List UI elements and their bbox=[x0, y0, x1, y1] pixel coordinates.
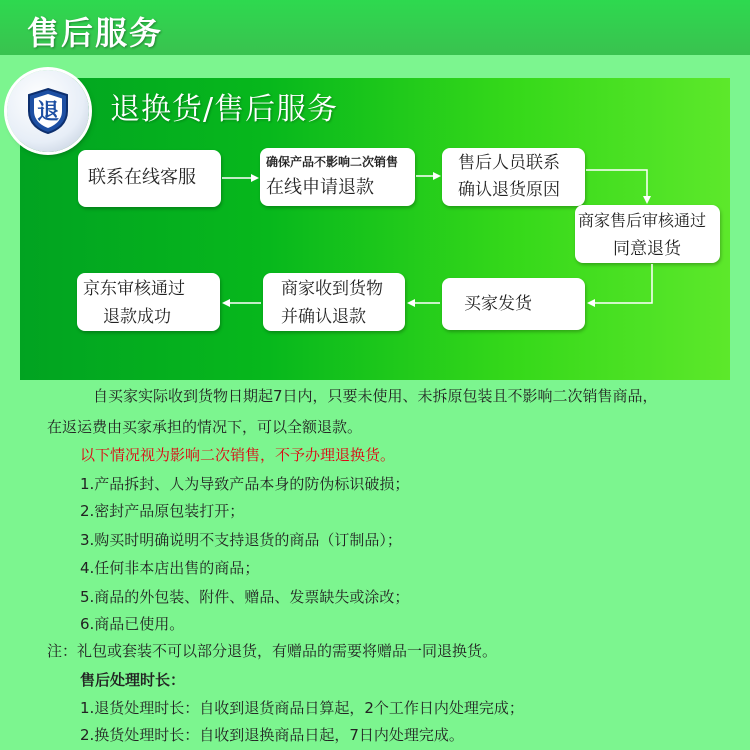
step-apply-refund bbox=[260, 148, 415, 206]
step-label: 商家收到货物 bbox=[281, 279, 383, 299]
header-bar bbox=[0, 0, 750, 55]
policy-item: 1.产品拆封、人为导致产品本身的防伪标识破损； bbox=[80, 475, 410, 493]
policy-item: 6.商品已使用。 bbox=[80, 615, 185, 633]
step-label: 售后人员联系 bbox=[458, 153, 560, 173]
timing-item: 1.退货处理时长：自收到退货商品日算起，2个工作日内处理完成； bbox=[80, 699, 524, 717]
step-label: 确保产品不影响二次销售 bbox=[266, 155, 399, 169]
policy-intro-line1: 自买家实际收到货物日期起7日内，只要未使用、未拆原包装且不影响二次销售商品， bbox=[93, 387, 658, 405]
policy-item: 3.购买时明确说明不支持退货的商品（订制品）； bbox=[80, 531, 402, 549]
step-label: 商家售后审核通过 bbox=[578, 211, 707, 230]
policy-note: 注：礼包或套装不可以部分退货，有赠品的需要将赠品一同退换货。 bbox=[47, 642, 498, 660]
step-label: 确认退货原因 bbox=[458, 180, 560, 200]
step-buyer-ship bbox=[442, 278, 585, 330]
step-label: 买家发货 bbox=[464, 294, 532, 314]
step-label: 同意退货 bbox=[613, 239, 681, 259]
timing-item: 2.换货处理时长：自收到退换商品日起，7日内处理完成。 bbox=[80, 726, 464, 744]
step-jd-approval bbox=[77, 273, 220, 331]
shield-icon bbox=[25, 87, 71, 135]
banner-title: 退换货/售后服务 bbox=[110, 92, 339, 127]
page-title: 售后服务 bbox=[27, 14, 164, 52]
step-label: 并确认退款 bbox=[281, 307, 366, 327]
policy-item: 5.商品的外包装、附件、赠品、发票缺失或涂改； bbox=[80, 588, 410, 606]
policy-item: 4.任何非本店出售的商品； bbox=[80, 559, 260, 577]
policy-item: 2.密封产品原包装打开； bbox=[80, 502, 245, 520]
step-label: 退款成功 bbox=[103, 307, 171, 327]
step-label: 京东审核通过 bbox=[83, 279, 185, 299]
step-merchant-approval bbox=[575, 205, 720, 263]
policy-intro-line2: 在返运费由买家承担的情况下，可以全额退款。 bbox=[47, 418, 363, 436]
timing-title: 售后处理时长： bbox=[80, 671, 186, 689]
policy-warning: 以下情况视为影响二次销售，不予办理退换货。 bbox=[80, 446, 396, 464]
step-staff-contact bbox=[442, 148, 585, 206]
return-emblem-icon bbox=[7, 70, 89, 152]
emblem-char: 退 bbox=[36, 100, 60, 125]
step-contact-service bbox=[78, 150, 221, 207]
step-label: 联系在线客服 bbox=[88, 167, 196, 188]
step-merchant-receive bbox=[263, 273, 405, 331]
step-label: 在线申请退款 bbox=[266, 177, 374, 198]
